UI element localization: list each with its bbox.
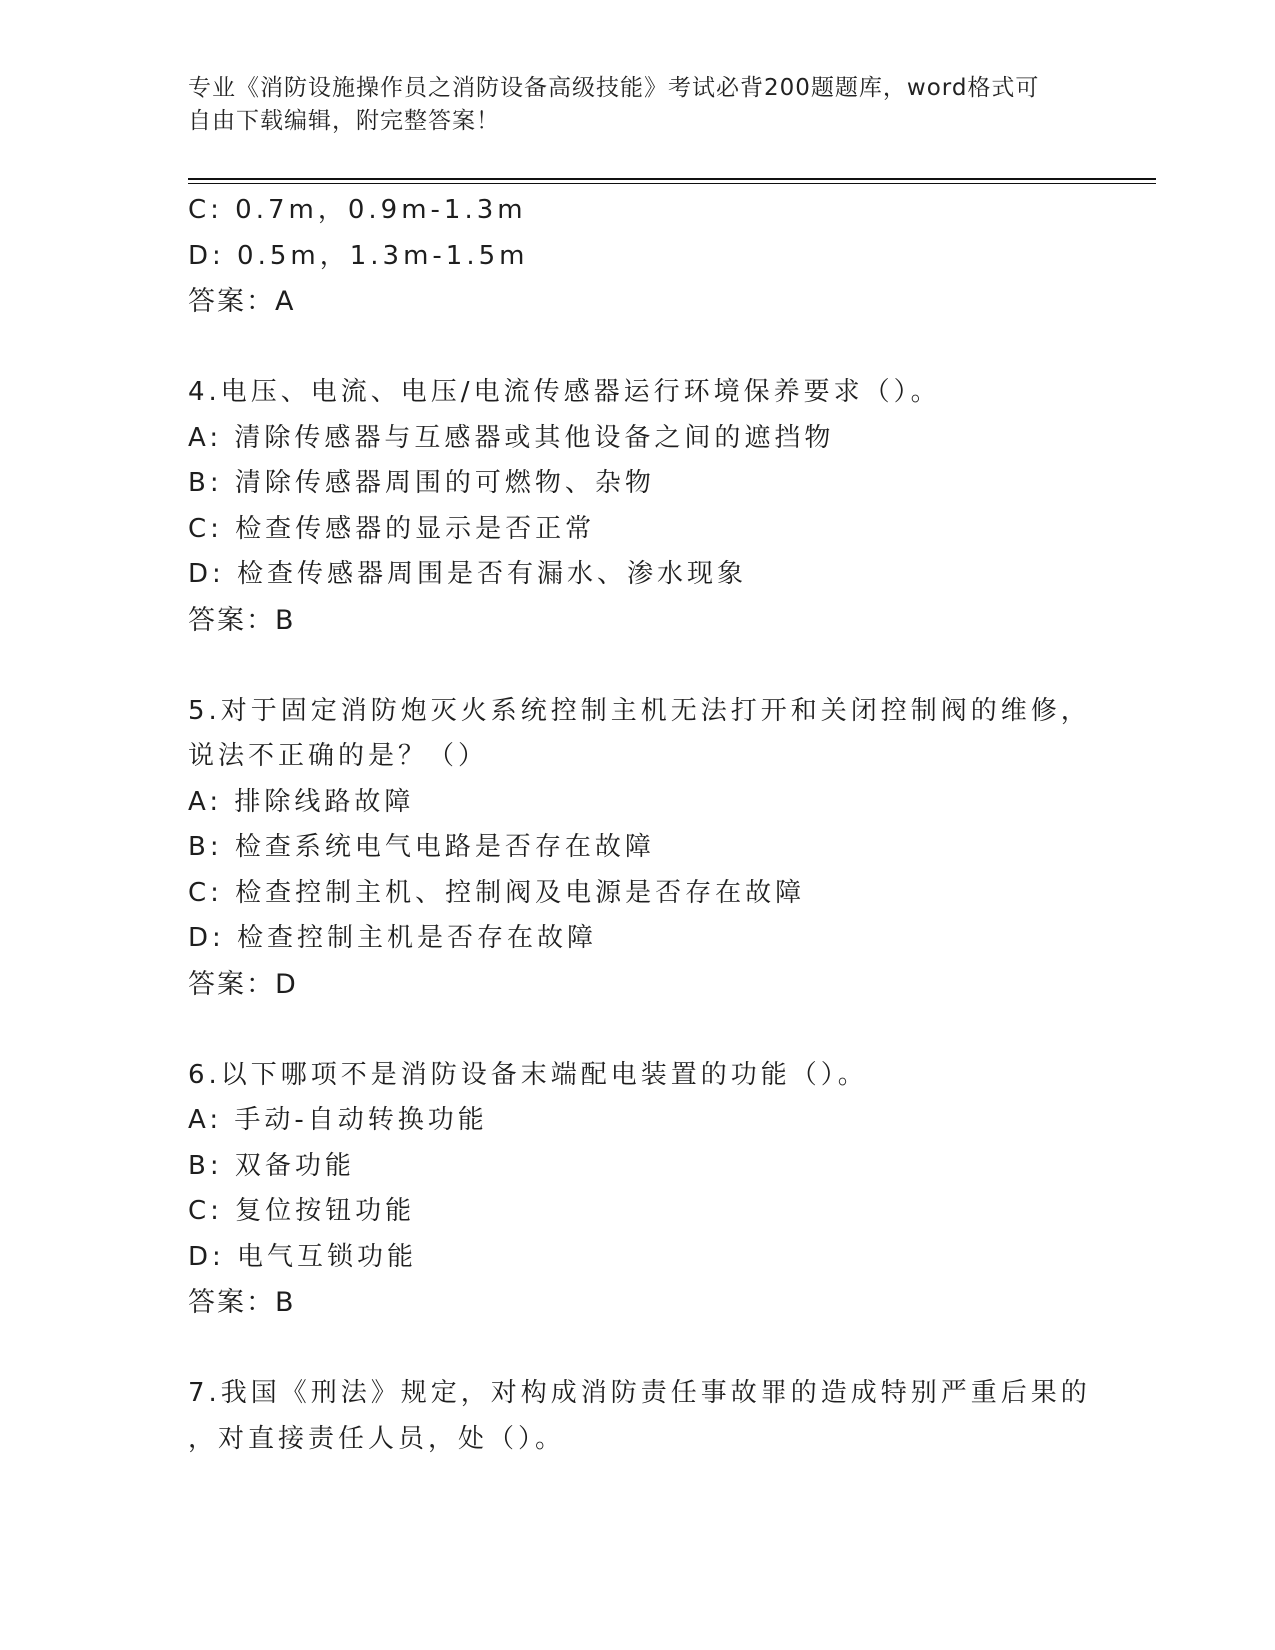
- option-text: C: 检查控制主机、控制阀及电源是否存在故障: [188, 877, 806, 908]
- question-block: [188, 1326, 1138, 1463]
- answer-text: 答案：A: [188, 286, 296, 317]
- page-header: [188, 72, 1088, 138]
- question-text: 说法不正确的是？（）: [188, 741, 489, 771]
- question-text: 7.我国《刑法》规定，对构成消防责任事故罪的造成特别严重后果的: [188, 1378, 1091, 1408]
- option-text: D: 检查控制主机是否存在故障: [188, 923, 598, 953]
- option-text: A: 清除传感器与互感器或其他设备之间的遮挡物: [188, 422, 835, 453]
- answer-text: 答案：B: [188, 1287, 296, 1318]
- question-list: [188, 188, 1138, 1462]
- block-spacer: [188, 1007, 1138, 1053]
- answer-text: 答案：D: [188, 968, 298, 1000]
- header-line-1: 专业《消防设施操作员之消防设备高级技能》考试必背200题题库，word格式可: [188, 75, 1040, 101]
- option-text: C: 检查传感器的显示是否正常: [188, 513, 596, 544]
- question-block: [188, 1007, 1138, 1326]
- option-text: A: 手动-自动转换功能: [188, 1105, 488, 1135]
- header-line-2: 自由下载编辑，附完整答案！: [188, 108, 500, 134]
- question-block: [188, 325, 1138, 644]
- answer-text: 答案：B: [188, 604, 296, 636]
- option-text: A: 排除线路故障: [188, 786, 415, 817]
- question-block: [188, 188, 1138, 325]
- header-divider: [188, 178, 1156, 184]
- block-spacer: [188, 1326, 1138, 1372]
- block-spacer: [188, 325, 1138, 371]
- question-text: ，对直接责任人员，处（）。: [188, 1423, 566, 1454]
- question-text: 6.以下哪项不是消防设备末端配电装置的功能（）。: [188, 1059, 868, 1090]
- option-text: B: 双备功能: [188, 1150, 355, 1181]
- question-text: 4.电压、电流、电压/电流传感器运行环境保养要求（）。: [188, 377, 941, 407]
- block-spacer: [188, 643, 1138, 689]
- option-text: D: 电气互锁功能: [188, 1241, 418, 1272]
- option-text: D: 检查传感器周围是否有漏水、渗水现象: [188, 559, 748, 589]
- option-text: C: 0.7m，0.9m-1.3m: [188, 195, 527, 225]
- option-text: C: 复位按钮功能: [188, 1196, 416, 1226]
- question-text: 5.对于固定消防炮灭火系统控制主机无法打开和关闭控制阀的维修，: [188, 695, 1091, 726]
- option-text: B: 清除传感器周围的可燃物、杂物: [188, 468, 655, 498]
- option-text: B: 检查系统电气电路是否存在故障: [188, 832, 655, 862]
- question-block: [188, 643, 1138, 1007]
- option-text: D: 0.5m，1.3m-1.5m: [188, 240, 529, 271]
